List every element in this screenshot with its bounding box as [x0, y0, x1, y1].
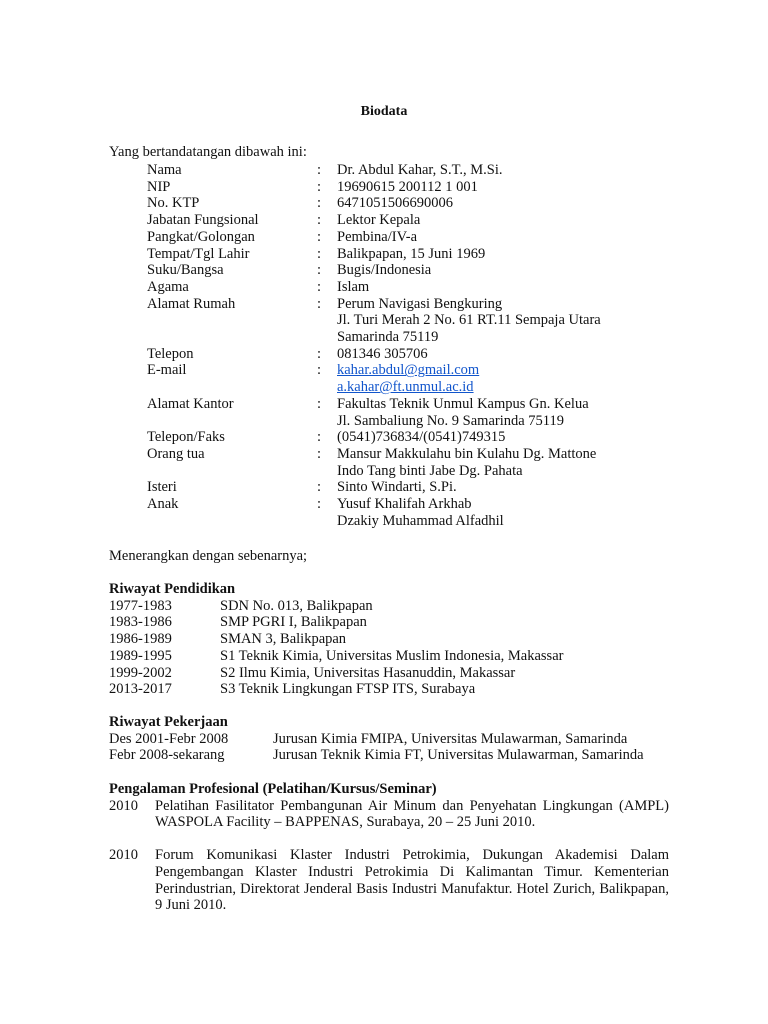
field-colon: : — [317, 395, 322, 412]
field-values — [337, 195, 667, 212]
field-colon: : — [317, 278, 322, 295]
field-values — [337, 179, 667, 196]
education-row — [109, 598, 669, 615]
entry-spacer — [109, 831, 669, 847]
field-values — [337, 429, 667, 446]
field-colon: : — [317, 295, 322, 312]
field-label: Isteri — [147, 479, 177, 496]
field-colon: : — [317, 262, 322, 279]
field-values — [337, 212, 667, 229]
email-link[interactable]: a.kahar@ft.unmul.ac.id — [337, 379, 474, 396]
field-colon: : — [317, 212, 322, 229]
field-value: Samarinda 75119 — [337, 329, 439, 346]
field-row — [147, 362, 667, 395]
professional-year: 2010 — [109, 797, 138, 814]
education-row — [109, 648, 669, 665]
field-value: Lektor Kepala — [337, 212, 421, 229]
field-row — [147, 446, 667, 479]
field-label: Tempat/Tgl Lahir — [147, 245, 250, 262]
field-values — [337, 396, 667, 429]
email-link[interactable]: kahar.abdul@gmail.com — [337, 362, 480, 379]
field-colon: : — [317, 228, 322, 245]
education-institution: S1 Teknik Kimia, Universitas Muslim Indonesia, Makassar — [220, 647, 564, 664]
field-colon: : — [317, 429, 322, 446]
field-row — [147, 479, 667, 496]
work-period: Des 2001-Febr 2008 — [109, 730, 229, 747]
field-colon: : — [317, 362, 322, 379]
field-row — [147, 212, 667, 229]
field-values — [337, 446, 667, 479]
education-period: 1986-1989 — [109, 631, 172, 648]
work-heading: Riwayat Pekerjaan — [109, 714, 228, 730]
field-row — [147, 246, 667, 263]
education-row — [109, 631, 669, 648]
field-label: Agama — [147, 278, 189, 295]
field-row — [147, 396, 667, 429]
field-values — [337, 346, 667, 363]
professional-description: Forum Komunikasi Klaster Industri Petrokimia, Dukungan Akademisi Dalam Pengembangan Klaster Industri Petrokimia Di Kalimantan Timur. Kementerian Perindustrian, Direktorat Jenderal Basis Industri Manufaktur. Hotel Zurich, Balikpapan, 9 Juni 2010. — [155, 847, 669, 914]
field-label: Telepon — [147, 345, 194, 362]
field-value: 19690615 200112 1 001 — [337, 178, 478, 195]
education-period: 1977-1983 — [109, 597, 172, 614]
education-period: 1999-2002 — [109, 664, 172, 681]
education-row — [109, 665, 669, 682]
education-period: 1989-1995 — [109, 647, 172, 664]
field-colon: : — [317, 496, 322, 513]
field-label: Nama — [147, 162, 182, 178]
field-label: Alamat Rumah — [147, 295, 236, 312]
professional-heading: Pengalaman Profesional (Pelatihan/Kursus/Seminar) — [109, 781, 437, 797]
field-colon: : — [317, 178, 322, 195]
field-row — [147, 346, 667, 363]
field-label: Suku/Bangsa — [147, 262, 224, 279]
field-value: Jl. Sambaliung No. 9 Samarinda 75119 — [337, 412, 565, 429]
professional-description: Pelatihan Fasilitator Pembangunan Air Minum dan Penyehatan Lingkungan (AMPL) WASPOLA Facility – BAPPENAS, Surabaya, 20 – 25 Juni 2010. — [155, 797, 669, 831]
field-colon: : — [317, 345, 322, 362]
field-value: Pembina/IV-a — [337, 228, 418, 245]
field-value: Fakultas Teknik Unmul Kampus Gn. Kelua — [337, 395, 589, 412]
field-value: (0541)736834/(0541)749315 — [337, 429, 506, 446]
field-value: 6471051506690006 — [337, 195, 453, 212]
professional-year: 2010 — [109, 847, 138, 864]
field-value: Bugis/Indonesia — [337, 262, 432, 279]
education-row — [109, 614, 669, 631]
field-colon: : — [317, 162, 322, 178]
field-label: No. KTP — [147, 195, 200, 212]
field-label: Telepon/Faks — [147, 429, 225, 446]
field-row — [147, 195, 667, 212]
field-values — [337, 162, 667, 179]
field-values — [337, 246, 667, 263]
field-colon: : — [317, 195, 322, 212]
field-row — [147, 296, 667, 346]
education-section — [109, 581, 669, 698]
field-value: Balikpapan, 15 Juni 1969 — [337, 245, 486, 262]
field-row — [147, 429, 667, 446]
work-section — [109, 714, 669, 764]
field-value: Perum Navigasi Bengkuring — [337, 295, 503, 312]
field-values — [337, 496, 667, 529]
declaration-text: Menerangkan dengan sebenarnya; — [109, 548, 308, 564]
field-colon: : — [317, 479, 322, 496]
work-period: Febr 2008-sekarang — [109, 747, 225, 764]
work-institution: Jurusan Kimia FMIPA, Universitas Mulawarman, Samarinda — [273, 730, 628, 747]
field-values — [337, 262, 667, 279]
field-colon: : — [317, 245, 322, 262]
intro-text: Yang bertandatangan dibawah ini: — [109, 144, 307, 160]
biodata-fields — [147, 162, 667, 529]
education-heading: Riwayat Pendidikan — [109, 581, 236, 597]
education-period: 1983-1986 — [109, 614, 172, 631]
education-institution: SMP PGRI I, Balikpapan — [220, 614, 367, 631]
field-values — [337, 279, 667, 296]
field-value: 081346 305706 — [337, 345, 428, 362]
field-value: Mansur Makkulahu bin Kulahu Dg. Mattone — [337, 445, 597, 462]
work-row — [109, 731, 669, 748]
education-period: 2013-2017 — [109, 681, 172, 698]
field-value: Indo Tang binti Jabe Dg. Pahata — [337, 462, 523, 479]
field-values — [337, 229, 667, 246]
document-title: Biodata — [360, 104, 408, 119]
field-value: Dzakiy Muhammad Alfadhil — [337, 512, 504, 529]
field-value: Jl. Turi Merah 2 No. 61 RT.11 Sempaja Utara — [337, 312, 601, 329]
education-institution: S2 Ilmu Kimia, Universitas Hasanuddin, Makassar — [220, 664, 516, 681]
work-institution: Jurusan Teknik Kimia FT, Universitas Mulawarman, Samarinda — [273, 747, 644, 764]
field-colon: : — [317, 445, 322, 462]
education-institution: SDN No. 013, Balikpapan — [220, 597, 373, 614]
field-row — [147, 229, 667, 246]
field-values — [337, 296, 667, 346]
field-row — [147, 162, 667, 179]
professional-entry — [109, 798, 669, 831]
field-label: Anak — [147, 496, 179, 513]
field-row — [147, 262, 667, 279]
professional-entry — [109, 847, 669, 914]
field-values — [337, 479, 667, 496]
field-value: Yusuf Khalifah Arkhab — [337, 496, 472, 513]
work-row — [109, 747, 669, 764]
field-label: Orang tua — [147, 445, 205, 462]
field-values — [337, 362, 667, 395]
field-row — [147, 496, 667, 529]
field-label: Jabatan Fungsional — [147, 212, 259, 229]
professional-section — [109, 781, 669, 914]
field-label: Alamat Kantor — [147, 395, 234, 412]
field-row — [147, 279, 667, 296]
education-institution: S3 Teknik Lingkungan FTSP ITS, Surabaya — [220, 681, 476, 698]
field-value: Sinto Windarti, S.Pi. — [337, 479, 457, 496]
field-label: E-mail — [147, 362, 187, 379]
field-label: Pangkat/Golongan — [147, 228, 255, 245]
education-row — [109, 681, 669, 698]
field-label: NIP — [147, 178, 171, 195]
field-value: Islam — [337, 278, 370, 295]
education-institution: SMAN 3, Balikpapan — [220, 631, 347, 648]
field-row — [147, 179, 667, 196]
field-value: Dr. Abdul Kahar, S.T., M.Si. — [337, 162, 503, 178]
